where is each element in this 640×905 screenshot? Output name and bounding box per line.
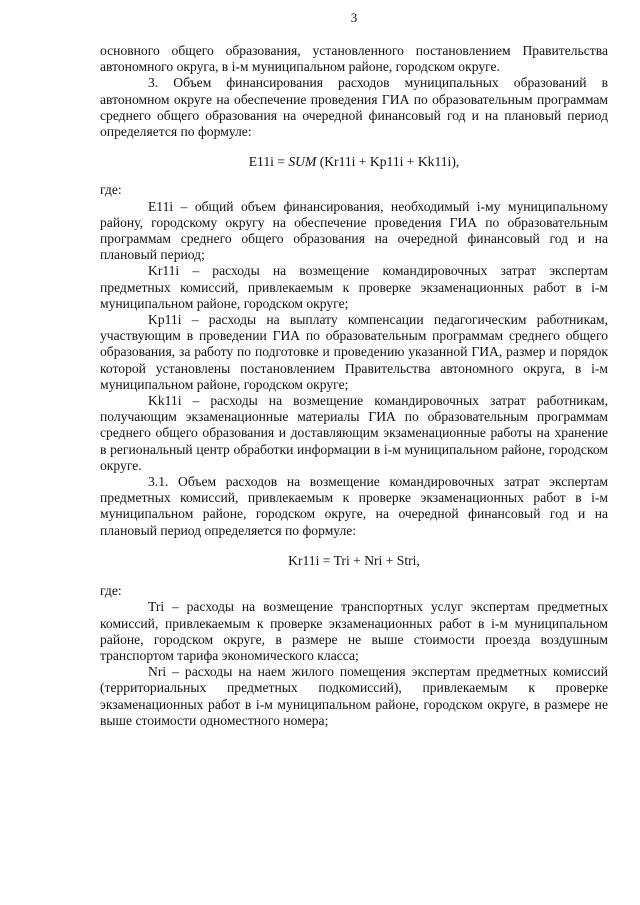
definition-kp11i: Kp11i – расходы на выплату компенсации педагогическим работникам, участвующим в проведении ГИА по образовательным программам среднего общего образования, за работу по подготовке и проведению указанной ГИА, размер и порядок которой установлены постановлением Правительства автономного округа, в i-м муниципальном районе, городском округе;	[100, 312, 608, 392]
paragraph-continuation: основного общего образования, установленного постановлением Правительства автономного округа, в i-м муниципальном районе, городском округе.	[100, 43, 608, 75]
formula-lhs: E11i =	[248, 154, 289, 170]
where-label-2: где:	[100, 583, 122, 599]
definition-kr11i: Kr11i – расходы на возмещение командировочных затрат экспертам предметных комиссий, привлекаемым к проверке экзаменационных работ в i-м муниципальном районе, городском округе;	[100, 263, 608, 311]
definition-kk11i: Kk11i – расходы на возмещение командировочных затрат работникам, получающим экзаменационные материалы ГИА по образовательным программам среднего общего образования и доставляющим экзаменационные работы на хранение в региональный центр обработки информации в i-м муниципальном районе, городском округе.	[100, 393, 608, 473]
document-body	[100, 43, 608, 729]
paragraph-section-3-1: 3.1. Объем расходов на возмещение командировочных затрат экспертам предметных комиссий, привлекаемым к проверке экзаменационных работ в i-м муниципальном районе, городском округе, на очередной финансовый год и на плановый период определяется по формуле:	[100, 474, 608, 538]
where-label: где:	[100, 182, 122, 198]
formula-sum-operator: SUM	[288, 154, 317, 170]
definition-e11i: E11i – общий объем финансирования, необходимый i-му муниципальному району, городскому округу на обеспечение проведения ГИА по образовательным программам среднего общего образования на очередной финансовый год и на плановый период;	[100, 198, 608, 263]
page-number: 3	[350, 10, 358, 25]
paragraph-section-3: 3. Объем финансирования расходов муниципальных образований в автономном округе на обеспечение проведения ГИА по образовательным программам среднего общего образования на очередной финансовый год и на плановый период определяется по формуле:	[100, 75, 608, 140]
definition-tri: Tri – расходы на возмещение транспортных услуг экспертам предметных комиссий, привлекаемым к проверке экзаменационных работ в i-м муниципальном районе, городском округе, в размере не выше стоимости проезда воздушным транспортом тарифа экономического класса;	[100, 599, 608, 663]
definition-nri: Nri – расходы на наем жилого помещения экспертам предметных комиссий (территориальных предметных подкомиссий), привлекаемым к проверке экзаменационных работ в i-м муниципальном районе, городском округе, в размере не выше стоимости одноместного номера;	[100, 664, 608, 728]
formula-e11i	[100, 154, 608, 170]
formula-rhs: (Kr11i + Kp11i + Kk11i),	[316, 154, 460, 170]
formula-kr11i: Kr11i = Tri + Nri + Stri,	[288, 552, 420, 568]
